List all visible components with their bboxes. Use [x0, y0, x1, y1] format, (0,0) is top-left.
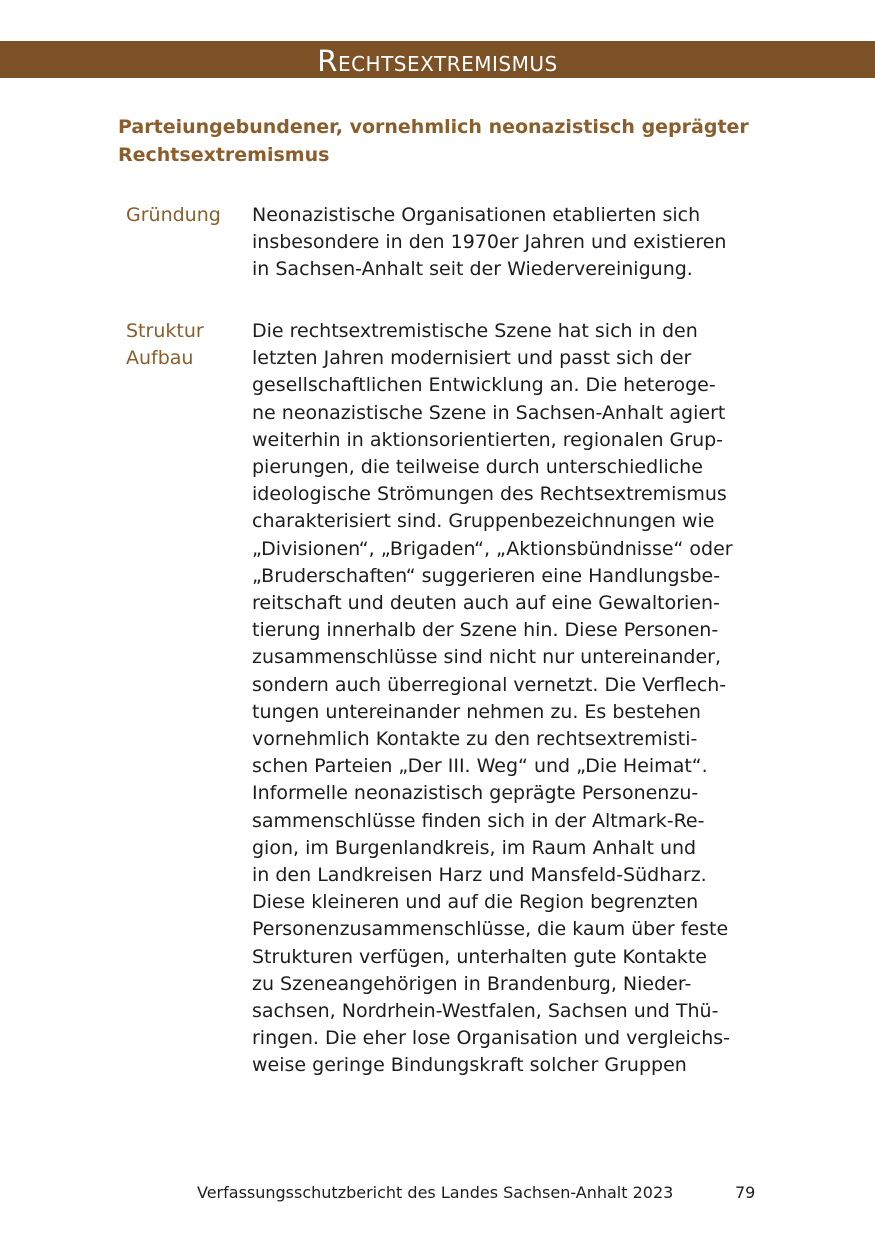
text-line: gion, im Burgenlandkreis, im Raum Anhalt und	[252, 836, 697, 859]
text-line: Neonazistische Organisationen etablierten sich	[252, 204, 701, 226]
text-line: sondern auch überregional vernetzt. Die Verflech-	[252, 673, 727, 696]
text-line: zusammenschlüsse sind nicht nur untereinander,	[252, 646, 722, 669]
text-line: gesellschaftlichen Entwicklung an. Die heteroge-	[252, 374, 716, 397]
footer-report-title: Verfassungsschutzbericht des Landes Sachsen-Anhalt 2023	[197, 1183, 674, 1202]
entry-label-line: Gründung	[126, 204, 221, 226]
page-number: 79	[735, 1183, 756, 1202]
text-line: in den Landkreisen Harz und Mansfeld-Südharz.	[252, 864, 707, 887]
text-line: Informelle neonazistisch geprägte Personenzu-	[252, 782, 699, 805]
text-line: insbesondere in den 1970er Jahren und existieren	[252, 231, 727, 254]
text-line: charakterisiert sind. Gruppenbezeichnungen wie	[252, 510, 715, 533]
chapter-banner	[0, 41, 875, 78]
text-line: reitschaft und deuten auch auf eine Gewaltorien-	[252, 592, 720, 615]
entry-label-struktur	[126, 318, 246, 372]
section-heading-line: Parteiungebundener, vornehmlich neonazistisch geprägter	[118, 116, 749, 138]
text-line: in Sachsen-Anhalt seit der Wiedervereinigung.	[252, 258, 693, 281]
text-line: ideologische Strömungen des Rechtsextremismus	[252, 483, 727, 506]
text-line: letzten Jahren modernisiert und passt sich der	[252, 347, 692, 370]
text-line: „Divisionen“, „Brigaden“, „Aktionsbündnisse“ oder	[252, 537, 733, 560]
text-line: schen Parteien „Der III. Weg“ und „Die Heimat“.	[252, 755, 708, 778]
entry-text-struktur	[252, 318, 762, 1080]
text-line: ringen. Die eher lose Organisation und vergleichs-	[252, 1027, 731, 1050]
text-line: weiterhin in aktionsorientierten, regionalen Grup-	[252, 428, 724, 451]
text-line: tierung innerhalb der Szene hin. Diese Personen-	[252, 619, 719, 642]
text-line: Personenzusammenschlüsse, die kaum über feste	[252, 918, 729, 941]
chapter-title: Rechtsextremismus	[317, 44, 558, 78]
text-line: Die rechtsextremistische Szene hat sich in den	[252, 320, 698, 342]
text-line: zu Szeneangehörigen in Brandenburg, Nieder-	[252, 972, 692, 995]
text-line: pierungen, die teilweise durch unterschiedliche	[252, 456, 703, 479]
text-line: „Bruderschaften“ suggerieren eine Handlungsbe-	[252, 564, 721, 587]
section-heading	[118, 113, 758, 169]
text-line: vornehmlich Kontakte zu den rechtsextremisti-	[252, 728, 698, 751]
section-heading-line: Rechtsextremismus	[118, 144, 330, 166]
entry-text-gruendung	[252, 202, 762, 284]
text-line: ne neonazistische Szene in Sachsen-Anhalt agiert	[252, 401, 726, 424]
text-line: sammenschlüsse finden sich in der Altmark-Re-	[252, 809, 705, 832]
text-line: tungen untereinander nehmen zu. Es bestehen	[252, 700, 701, 723]
text-line: sachsen, Nordrhein-Westfalen, Sachsen und Thü-	[252, 1000, 719, 1023]
entry-label-line: Struktur	[126, 320, 204, 342]
text-line: weise geringe Bindungskraft solcher Gruppen	[252, 1054, 687, 1077]
text-line: Strukturen verfügen, unterhalten gute Kontakte	[252, 945, 707, 968]
entry-label-line: Aufbau	[126, 347, 194, 370]
entry-label-gruendung	[126, 202, 246, 229]
text-line: Diese kleineren und auf die Region begrenzten	[252, 891, 699, 914]
